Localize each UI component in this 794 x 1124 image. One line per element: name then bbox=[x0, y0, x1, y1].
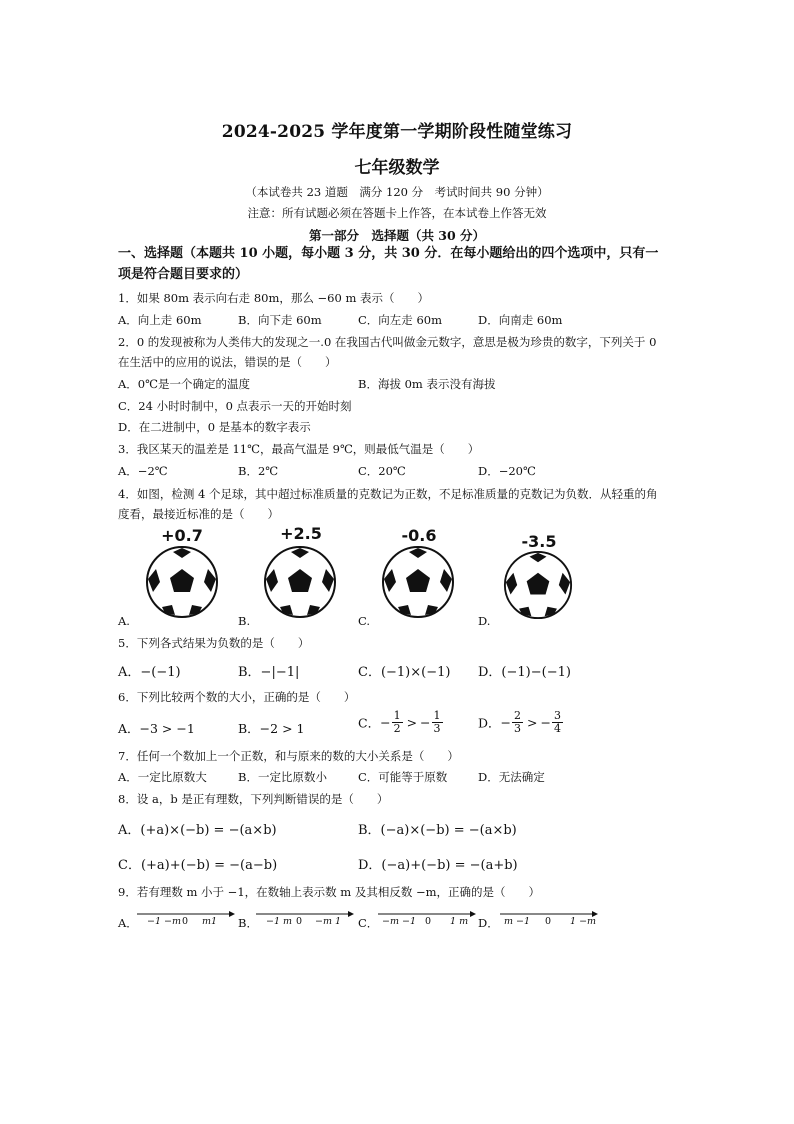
q2-option-b: B．海拔 0m 表示没有海拔 bbox=[358, 377, 496, 391]
ball-d-value: -3.5 bbox=[521, 532, 557, 551]
number-line-c-left: −m −1 bbox=[382, 916, 416, 927]
ball-c-value: -0.6 bbox=[401, 526, 437, 545]
q2-option-d: D．在二进制中，0 是基本的数字表示 bbox=[118, 420, 311, 434]
q7-option-b: B．一定比原数小 bbox=[238, 770, 327, 784]
number-line-d-left: m −1 bbox=[504, 916, 531, 927]
q4-option-b: B. bbox=[238, 614, 251, 628]
section-heading-line1: 一、选择题（本题共 10 小题，每小题 3 分，共 30 分．在每小题给出的四个选项中，只有一 bbox=[118, 246, 659, 261]
exam-subtitle: 七年级数学 bbox=[354, 158, 440, 178]
numerator: 2 bbox=[514, 709, 522, 722]
q3-option-c: C．20℃ bbox=[358, 464, 406, 478]
q8-option-a: A．(+a)×(−b) = −(a×b) bbox=[118, 823, 277, 838]
q3-option-b: B．2℃ bbox=[238, 464, 279, 478]
denominator: 3 bbox=[514, 722, 522, 735]
q3-option-a: A．−2℃ bbox=[118, 464, 168, 478]
fraction bbox=[552, 710, 563, 735]
q5-option-b: B．−|−1| bbox=[238, 665, 300, 680]
q2-stem-line1: 2．0 的发现被称为人类伟大的发现之一.0 在我国古代叫做金元数字，意思是极为珍贵的数字，下列关于 0 bbox=[118, 335, 657, 349]
q1-option-b: B．向下走 60m bbox=[238, 313, 322, 327]
q8-option-c: C．(+a)+(−b) = −(a−b) bbox=[118, 858, 278, 873]
exam-title: 2024-2025 学年度第一学期阶段性随堂练习 bbox=[221, 122, 573, 142]
denominator: 2 bbox=[393, 722, 401, 735]
greater-than-sign: > bbox=[406, 715, 418, 730]
greater-than-sign: > bbox=[527, 715, 538, 730]
q7-option-a: A．一定比原数大 bbox=[118, 770, 207, 784]
number-line-d-zero: 0 bbox=[545, 916, 552, 927]
q4-option-c: C. bbox=[358, 614, 371, 628]
minus-sign: − bbox=[420, 715, 431, 730]
q6-option-a: A．−3 > −1 bbox=[118, 721, 195, 736]
q9-option-c-label: C． bbox=[358, 916, 379, 930]
fraction bbox=[512, 710, 523, 735]
q6-option-d bbox=[478, 710, 564, 735]
exam-notice: 注意：所有试题必须在答题卡上作答，在本试卷上作答无效 bbox=[247, 206, 547, 220]
q6-option-c-label: C． bbox=[358, 715, 381, 731]
section-heading-line2: 项是符合题目要求的） bbox=[118, 267, 249, 282]
exam-info: （本试卷共 23 道题 满分 120 分 考试时间共 90 分钟） bbox=[245, 185, 549, 199]
q8-stem: 8．设 a，b 是正有理数，下列判断错误的是（ ） bbox=[118, 792, 389, 806]
q9-option-a-label: A． bbox=[118, 916, 138, 930]
q7-option-d: D．无法确定 bbox=[478, 770, 545, 784]
number-line-a-right: m1 bbox=[202, 916, 218, 927]
q5-option-d: D．(−1)−(−1) bbox=[478, 665, 571, 680]
q6-option-b: B．−2 > 1 bbox=[238, 721, 305, 736]
number-line-b-left: −1 m bbox=[266, 916, 293, 927]
q7-option-c: C．可能等于原数 bbox=[358, 770, 448, 784]
q1-option-d: D．向南走 60m bbox=[478, 313, 563, 327]
denominator: 4 bbox=[553, 722, 561, 735]
number-line-c-zero: 0 bbox=[425, 916, 432, 927]
soccer-ball-icon bbox=[145, 545, 219, 619]
numerator: 1 bbox=[433, 709, 441, 722]
number-line-a-zero: 0 bbox=[182, 916, 189, 927]
q3-stem: 3．我区某天的温差是 11℃，最高气温是 9℃，则最低气温是（ ） bbox=[118, 442, 480, 456]
q1-option-a: A．向上走 60m bbox=[118, 313, 202, 327]
q2-option-c: C．24 小时时制中，0 点表示一天的开始时刻 bbox=[118, 399, 352, 413]
q4-option-d: D. bbox=[478, 614, 491, 628]
soccer-ball-icon bbox=[503, 550, 573, 620]
q9-option-b-label: B． bbox=[238, 916, 258, 930]
q7-stem: 7．任何一个数加上一个正数，和与原来的数的大小关系是（ ） bbox=[118, 749, 459, 763]
number-line-c-right: 1 m bbox=[450, 916, 469, 927]
q2-stem-line2: 在生活中的应用的说法，错误的是（ ） bbox=[118, 355, 337, 369]
q5-stem: 5．下列各式结果为负数的是（ ） bbox=[118, 636, 310, 650]
soccer-ball-icon bbox=[381, 545, 455, 619]
denominator: 3 bbox=[433, 722, 441, 735]
q6-stem: 6．下列比较两个数的大小，正确的是（ ） bbox=[118, 690, 356, 704]
minus-sign: − bbox=[500, 715, 512, 730]
q6-option-d-label: D． bbox=[478, 715, 501, 731]
fraction bbox=[392, 710, 403, 735]
q8-option-d: D．(−a)+(−b) = −(a+b) bbox=[358, 858, 518, 873]
q8-option-b: B．(−a)×(−b) = −(a×b) bbox=[358, 823, 517, 838]
q9-option-d-label: D． bbox=[478, 916, 499, 930]
q9-stem: 9．若有理数 m 小于 −1，在数轴上表示数 m 及其相反数 −m，正确的是（ ） bbox=[118, 885, 541, 899]
number-line-d-right: 1 −m bbox=[570, 916, 597, 927]
q5-option-c: C．(−1)×(−1) bbox=[358, 665, 451, 680]
soccer-ball-icon bbox=[263, 545, 337, 619]
q4-stem-line1: 4．如图，检测 4 个足球，其中超过标准质量的克数记为正数，不足标准质量的克数记为负数．从轻重的角 bbox=[118, 487, 658, 501]
number-line-a-left: −1 −m bbox=[147, 916, 181, 927]
number-line-b-zero: 0 bbox=[296, 916, 303, 927]
q4-option-a: A. bbox=[118, 614, 130, 628]
q3-option-d: D．−20℃ bbox=[478, 464, 536, 478]
fraction bbox=[432, 710, 443, 735]
q5-option-a: A．−(−1) bbox=[118, 665, 181, 680]
q1-option-c: C．向左走 60m bbox=[358, 313, 442, 327]
minus-sign: − bbox=[540, 715, 551, 730]
minus-sign: − bbox=[380, 715, 391, 730]
numerator: 1 bbox=[393, 709, 401, 722]
number-line-b-right: −m 1 bbox=[315, 916, 342, 927]
q1-stem: 1．如果 80m 表示向右走 80m，那么 −60 m 表示（ ） bbox=[118, 291, 429, 305]
q4-stem-line2: 度看，最接近标准的是（ ） bbox=[118, 507, 279, 521]
q6-option-c bbox=[358, 710, 444, 735]
q2-option-a: A．0℃是一个确定的温度 bbox=[118, 377, 250, 391]
numerator: 3 bbox=[553, 709, 561, 722]
ball-a-value: +0.7 bbox=[161, 526, 203, 545]
part-heading: 第一部分 选择题（共 30 分） bbox=[308, 228, 486, 243]
ball-b-value: +2.5 bbox=[280, 524, 322, 543]
